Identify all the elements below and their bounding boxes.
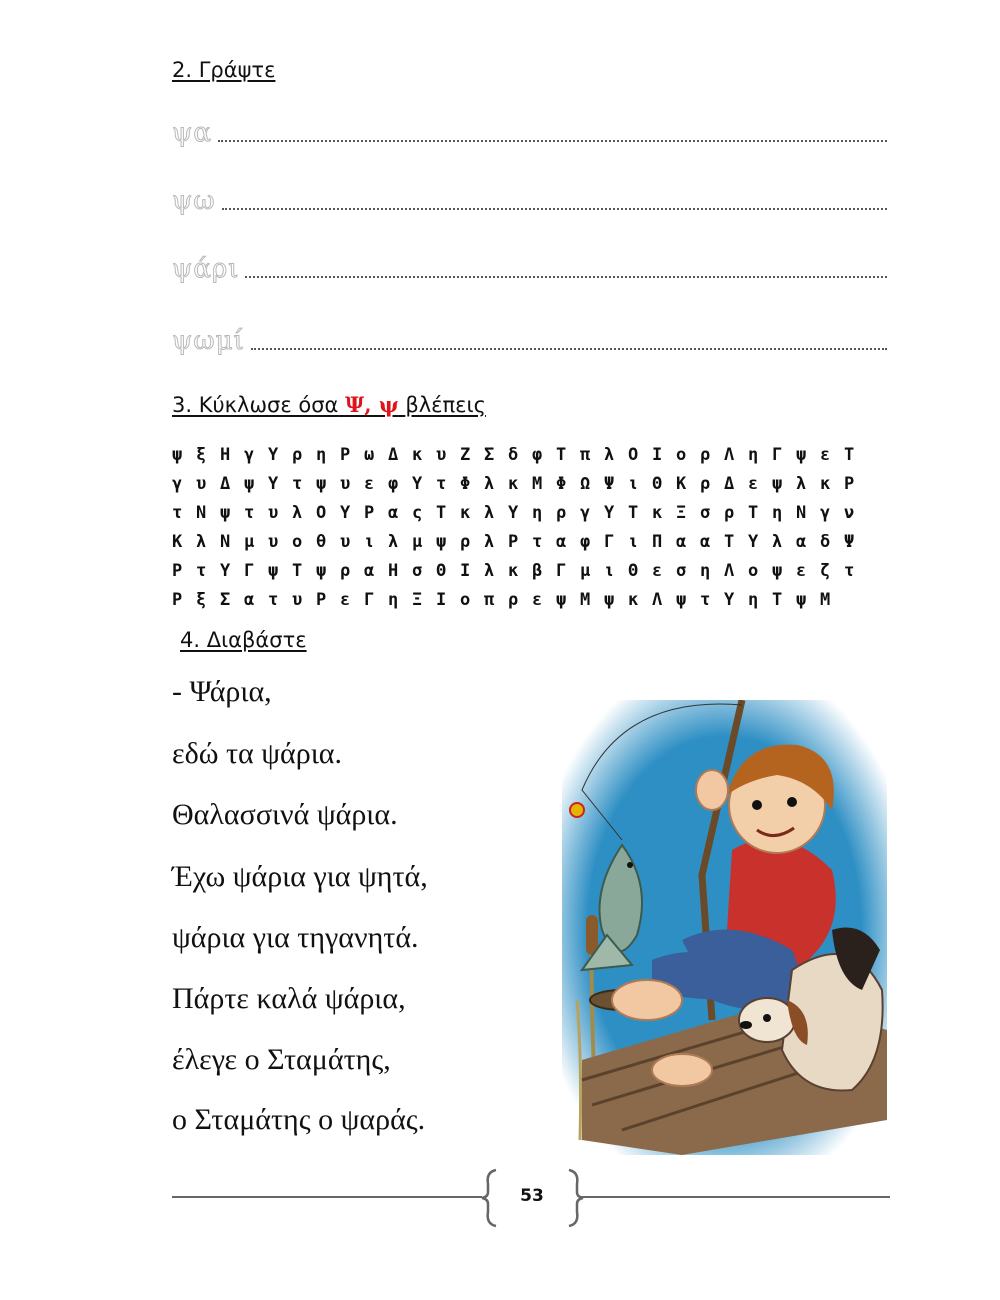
tracing-word: ψάρι (172, 254, 240, 284)
grid-letter[interactable]: ι (604, 560, 615, 581)
grid-letter[interactable]: δ (508, 444, 519, 465)
grid-letter[interactable]: ο (676, 444, 687, 465)
grid-letter[interactable]: κ (652, 502, 663, 523)
tracing-syllable: ψω (172, 186, 216, 216)
grid-letter[interactable]: ο (460, 589, 471, 610)
grid-letter[interactable]: ρ (700, 473, 711, 494)
footer-rule-left (172, 1196, 482, 1198)
poem-line: ο Σταμάτης ο ψαράς. (172, 1103, 426, 1136)
grid-letter[interactable]: τ (436, 473, 447, 494)
grid-letter[interactable]: Υ (604, 502, 615, 523)
grid-letter[interactable]: Υ (220, 560, 231, 581)
grid-letter[interactable]: Δ (388, 444, 399, 465)
grid-letter[interactable]: η (748, 589, 759, 610)
grid-letter[interactable]: Ι (460, 560, 471, 581)
grid-letter[interactable]: φ (532, 444, 543, 465)
grid-letter[interactable]: υ (268, 502, 279, 523)
grid-letter[interactable]: ε (796, 560, 807, 581)
grid-letter[interactable]: ς (412, 502, 423, 523)
grid-letter[interactable]: φ (388, 473, 399, 494)
grid-letter[interactable]: κ (508, 473, 519, 494)
grid-letter[interactable]: ψ (316, 473, 327, 494)
grid-letter[interactable]: ψ (220, 502, 231, 523)
writing-row-2[interactable] (172, 186, 887, 216)
grid-letter[interactable]: τ (292, 473, 303, 494)
grid-letter[interactable]: Υ (268, 444, 279, 465)
poem-line: - Ψάρια, (172, 675, 272, 708)
grid-letter[interactable]: Υ (724, 589, 735, 610)
grid-letter[interactable]: τ (844, 560, 855, 581)
grid-letter[interactable]: ξ (196, 444, 207, 465)
grid-letter[interactable]: σ (676, 560, 687, 581)
bobber (570, 803, 584, 817)
grid-letter[interactable]: ψ (604, 589, 615, 610)
grid-letter[interactable]: Δ (724, 473, 735, 494)
grid-letter[interactable]: ρ (292, 444, 303, 465)
grid-letter[interactable]: ε (532, 589, 543, 610)
writing-line (222, 208, 887, 210)
grid-row (172, 556, 868, 585)
grid-letter[interactable]: Μ (580, 589, 591, 610)
grid-letter[interactable]: Γ (556, 560, 567, 581)
tracing-syllable: ψα (172, 118, 212, 148)
grid-letter[interactable]: ψ (676, 589, 687, 610)
grid-letter[interactable]: Ρ (844, 473, 855, 494)
grid-letter[interactable]: δ (820, 531, 831, 552)
grid-letter[interactable]: Λ (724, 444, 735, 465)
grid-letter[interactable]: ρ (340, 560, 351, 581)
grid-letter[interactable]: Ψ (604, 473, 615, 494)
grid-letter[interactable]: υ (340, 531, 351, 552)
grid-letter[interactable]: υ (196, 473, 207, 494)
grid-letter[interactable]: κ (460, 502, 471, 523)
grid-letter[interactable]: Υ (748, 531, 759, 552)
grid-letter[interactable]: ρ (508, 589, 519, 610)
writing-row-1[interactable] (172, 118, 887, 148)
grid-letter[interactable]: Υ (412, 473, 423, 494)
grid-row (172, 469, 868, 498)
grid-letter[interactable]: Ρ (364, 502, 375, 523)
grid-letter[interactable]: κ (628, 589, 639, 610)
grid-letter[interactable]: υ (340, 473, 351, 494)
grid-letter[interactable]: γ (172, 473, 183, 494)
grid-letter[interactable]: Κ (676, 473, 687, 494)
grid-letter[interactable]: ρ (724, 502, 735, 523)
grid-letter[interactable]: Κ (172, 531, 183, 552)
grid-letter[interactable]: λ (484, 473, 495, 494)
grid-letter[interactable]: τ (172, 502, 183, 523)
letter-grid (172, 440, 868, 614)
grid-letter[interactable]: λ (604, 444, 615, 465)
section-4-heading: 4. Διαβάστε (180, 628, 307, 652)
grid-letter[interactable]: η (532, 502, 543, 523)
poem-line: ψάρια για τηγανητά. (172, 921, 419, 954)
grid-letter[interactable]: Ο (628, 444, 639, 465)
grid-letter[interactable]: Ω (580, 473, 591, 494)
grid-letter[interactable]: α (676, 531, 687, 552)
grid-letter[interactable]: η (316, 444, 327, 465)
grid-letter[interactable]: ρ (460, 531, 471, 552)
grid-letter[interactable]: ξ (196, 589, 207, 610)
grid-letter[interactable]: γ (820, 502, 831, 523)
grid-letter[interactable]: λ (772, 531, 783, 552)
grid-letter[interactable]: Ζ (460, 444, 471, 465)
grid-letter[interactable]: ε (748, 473, 759, 494)
grid-letter[interactable]: γ (580, 502, 591, 523)
grid-letter[interactable]: Λ (652, 589, 663, 610)
grid-letter[interactable]: ψ (316, 560, 327, 581)
grid-letter[interactable]: Η (220, 444, 231, 465)
grid-letter[interactable]: Ρ (316, 589, 327, 610)
grid-letter[interactable]: τ (244, 502, 255, 523)
grid-letter[interactable]: τ (532, 531, 543, 552)
grid-letter[interactable]: α (364, 560, 375, 581)
grid-letter[interactable]: η (748, 444, 759, 465)
grid-letter[interactable]: ζ (820, 560, 831, 581)
grid-letter[interactable]: κ (412, 444, 423, 465)
poem-line: εδώ τα ψάρια. (172, 737, 343, 770)
grid-letter[interactable]: ω (364, 444, 375, 465)
grid-letter[interactable]: Γ (364, 589, 375, 610)
grid-letter[interactable]: ρ (700, 444, 711, 465)
grid-letter[interactable]: ο (748, 560, 759, 581)
grid-letter[interactable]: ρ (556, 502, 567, 523)
writing-row-3[interactable] (172, 254, 887, 284)
grid-letter[interactable]: Ν (796, 502, 807, 523)
writing-row-4[interactable] (172, 326, 887, 356)
grid-letter[interactable]: Ρ (340, 444, 351, 465)
grid-row (172, 498, 868, 527)
grid-letter[interactable]: Ψ (844, 531, 855, 552)
section-3-heading (172, 392, 486, 417)
grid-letter[interactable]: Η (388, 560, 399, 581)
grid-letter[interactable]: Τ (748, 502, 759, 523)
footer-rule-right (580, 1196, 890, 1198)
writing-line (251, 348, 887, 350)
grid-letter[interactable]: Τ (772, 589, 783, 610)
grid-letter[interactable]: Γ (604, 531, 615, 552)
grid-letter[interactable]: Ξ (412, 589, 423, 610)
grid-letter[interactable]: θ (316, 531, 327, 552)
boy-fishing-illustration (562, 700, 887, 1155)
page-number: 53 (520, 1186, 544, 1206)
grid-letter[interactable]: Σ (484, 444, 495, 465)
poem-line: Θαλασσινά ψάρια. (172, 798, 398, 831)
grid-letter[interactable]: Μ (532, 473, 543, 494)
grid-letter[interactable]: η (700, 560, 711, 581)
grid-letter[interactable]: Λ (724, 560, 735, 581)
grid-letter[interactable]: π (580, 444, 591, 465)
grid-letter[interactable]: η (772, 502, 783, 523)
grid-letter[interactable]: μ (412, 531, 423, 552)
grid-letter[interactable]: Π (652, 531, 663, 552)
grid-letter[interactable]: λ (484, 502, 495, 523)
grid-letter[interactable]: ψ (172, 444, 183, 465)
grid-letter[interactable]: ψ (556, 589, 567, 610)
grid-letter[interactable]: τ (268, 589, 279, 610)
grid-letter[interactable]: Θ (652, 473, 663, 494)
grid-letter[interactable]: Ι (652, 444, 663, 465)
grid-letter[interactable]: Τ (724, 531, 735, 552)
grid-letter[interactable]: ψ (772, 473, 783, 494)
grid-letter[interactable]: α (244, 589, 255, 610)
grid-letter[interactable]: ε (820, 444, 831, 465)
grid-letter[interactable]: ι (628, 531, 639, 552)
grid-letter[interactable]: Ν (196, 502, 207, 523)
grid-letter[interactable]: Ξ (676, 502, 687, 523)
grid-letter[interactable]: ι (628, 473, 639, 494)
grid-letter[interactable]: ψ (796, 589, 807, 610)
grid-letter[interactable]: Θ (436, 560, 447, 581)
grid-letter[interactable]: Υ (508, 502, 519, 523)
grid-letter[interactable]: κ (820, 473, 831, 494)
grid-letter[interactable]: Τ (628, 502, 639, 523)
grid-letter[interactable]: Τ (844, 444, 855, 465)
grid-letter[interactable]: ι (364, 531, 375, 552)
grid-letter[interactable]: Θ (628, 560, 639, 581)
section-2-heading: 2. Γράψτε (172, 58, 276, 82)
grid-letter[interactable]: υ (268, 531, 279, 552)
grid-letter[interactable]: Ρ (172, 560, 183, 581)
grid-letter[interactable]: μ (244, 531, 255, 552)
grid-letter[interactable]: Ρ (508, 531, 519, 552)
grid-letter[interactable]: σ (412, 560, 423, 581)
grid-letter[interactable]: Τ (292, 560, 303, 581)
grid-letter[interactable]: Σ (220, 589, 231, 610)
grid-letter[interactable]: Δ (220, 473, 231, 494)
grid-letter[interactable]: ο (292, 531, 303, 552)
grid-letter[interactable]: ψ (436, 531, 447, 552)
poem-line: έλεγε ο Σταμάτης, (172, 1043, 391, 1076)
grid-letter[interactable]: β (532, 560, 543, 581)
poem-line: Έχω ψάρια για ψητά, (172, 860, 428, 893)
right-brace-icon (565, 1168, 585, 1228)
grid-letter[interactable]: Τ (436, 502, 447, 523)
grid-letter[interactable]: Υ (268, 473, 279, 494)
writing-line (218, 140, 887, 142)
grid-letter[interactable]: κ (508, 560, 519, 581)
grid-letter[interactable]: Φ (460, 473, 471, 494)
grid-letter[interactable]: α (796, 531, 807, 552)
heading-prefix: 3. Κύκλωσε όσα (172, 393, 339, 417)
grid-letter[interactable]: Ι (436, 589, 447, 610)
grid-letter[interactable]: τ (196, 560, 207, 581)
grid-letter[interactable]: λ (484, 560, 495, 581)
grid-letter[interactable]: ε (364, 473, 375, 494)
grid-letter[interactable]: γ (244, 444, 255, 465)
grid-row (172, 585, 868, 614)
grid-letter[interactable]: υ (292, 589, 303, 610)
grid-letter[interactable]: α (388, 502, 399, 523)
grid-letter[interactable]: Φ (556, 473, 567, 494)
grid-letter[interactable]: η (388, 589, 399, 610)
grid-letter[interactable]: φ (580, 531, 591, 552)
grid-letter[interactable]: Ο (316, 502, 327, 523)
grid-letter[interactable]: ψ (268, 560, 279, 581)
grid-letter[interactable]: Ρ (172, 589, 183, 610)
poem-line: Πάρτε καλά ψάρια, (172, 982, 406, 1015)
grid-letter[interactable]: ψ (772, 560, 783, 581)
grid-letter[interactable]: Τ (556, 444, 567, 465)
grid-letter[interactable]: λ (196, 531, 207, 552)
grid-letter[interactable]: λ (388, 531, 399, 552)
grid-letter[interactable]: λ (796, 473, 807, 494)
grid-letter[interactable]: ε (652, 560, 663, 581)
tracing-word: ψωμί (172, 326, 245, 356)
highlighted-letters: Ψ, ψ (345, 392, 399, 417)
grid-letter[interactable]: α (556, 531, 567, 552)
grid-row (172, 527, 868, 556)
grid-letter[interactable]: ν (844, 502, 855, 523)
grid-letter[interactable]: σ (700, 502, 711, 523)
writing-line (245, 276, 887, 278)
grid-letter[interactable]: Υ (340, 502, 351, 523)
heading-suffix: βλέπεις (405, 393, 486, 417)
grid-letter[interactable]: Γ (772, 444, 783, 465)
grid-letter[interactable]: ψ (796, 444, 807, 465)
grid-letter[interactable]: α (700, 531, 711, 552)
grid-letter[interactable]: π (484, 589, 495, 610)
grid-letter[interactable]: Μ (820, 589, 831, 610)
grid-letter[interactable]: λ (484, 531, 495, 552)
grid-letter[interactable]: ε (340, 589, 351, 610)
grid-letter[interactable]: μ (580, 560, 591, 581)
grid-letter[interactable]: ψ (244, 473, 255, 494)
grid-letter[interactable]: Ν (220, 531, 231, 552)
grid-letter[interactable]: Γ (244, 560, 255, 581)
grid-letter[interactable]: τ (700, 589, 711, 610)
grid-row (172, 440, 868, 469)
grid-letter[interactable]: λ (292, 502, 303, 523)
grid-letter[interactable]: υ (436, 444, 447, 465)
